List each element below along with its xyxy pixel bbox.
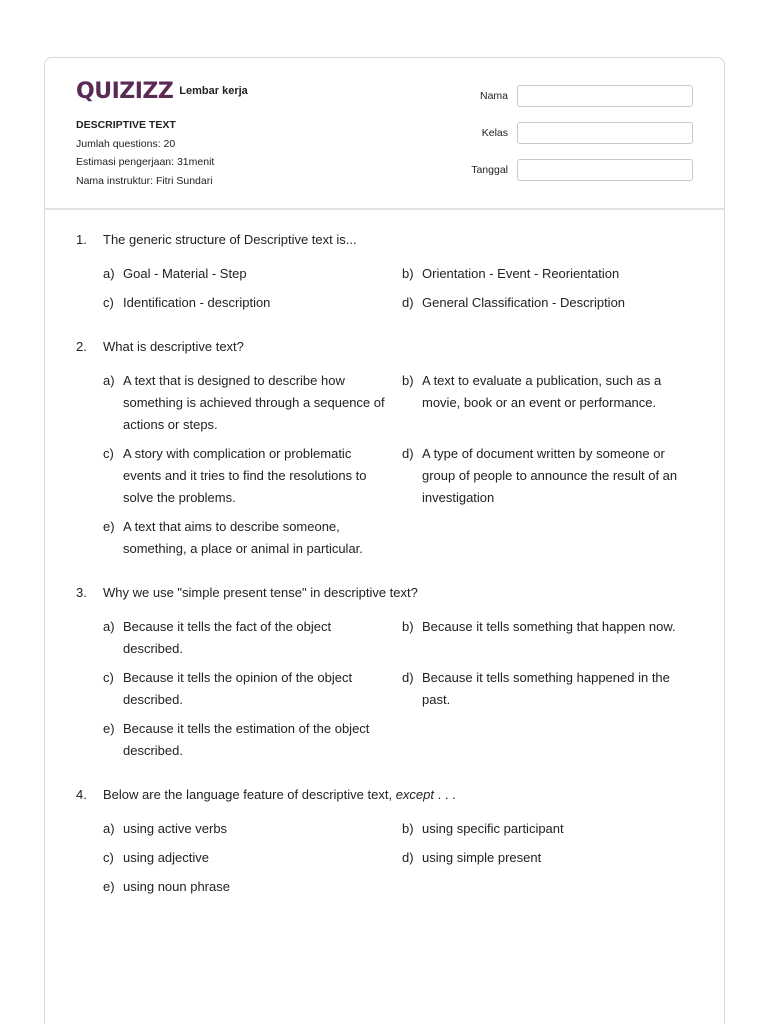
question-list — [76, 231, 706, 922]
question-number: 1. — [76, 232, 87, 247]
option-key: a) — [103, 619, 115, 634]
date-input[interactable] — [517, 159, 693, 181]
question-4 — [76, 786, 706, 898]
option-b[interactable] — [402, 263, 701, 285]
question-emphasis: except — [395, 787, 435, 802]
option-d[interactable] — [402, 667, 701, 711]
option-key: b) — [402, 266, 414, 281]
option-e[interactable] — [103, 876, 402, 898]
option-text: using active verbs — [123, 821, 228, 836]
option-c[interactable] — [103, 667, 402, 711]
sheet-label: Lembar kerja — [179, 85, 248, 97]
worksheet-info — [76, 116, 214, 190]
option-key: b) — [402, 619, 414, 634]
option-a[interactable] — [103, 818, 402, 840]
option-d[interactable] — [402, 847, 701, 869]
option-key: c) — [103, 295, 114, 310]
name-input[interactable] — [517, 85, 693, 107]
brand-logo-text: QUIZIZZ — [76, 79, 174, 104]
name-label: Nama — [479, 90, 508, 102]
quizizz-logo — [76, 81, 248, 103]
question-text: The generic structure of Descriptive text is... — [103, 232, 357, 247]
class-input[interactable] — [517, 122, 693, 144]
option-key: c) — [103, 850, 114, 865]
option-text: using noun phrase — [123, 879, 230, 894]
option-b[interactable] — [402, 818, 701, 840]
date-label: Tanggal — [471, 164, 508, 176]
option-key: e) — [103, 721, 115, 736]
question-number: 4. — [76, 787, 87, 802]
option-key: b) — [402, 821, 414, 836]
question-2 — [76, 338, 706, 560]
date-field-row — [471, 159, 693, 181]
option-text: Because it tells the fact of the object described. — [123, 619, 332, 656]
option-text: using adjective — [123, 850, 209, 865]
time-estimate: Estimasi pengerjaan: 31menit — [76, 156, 215, 168]
option-text: Goal - Material - Step — [123, 266, 247, 281]
worksheet — [44, 57, 725, 1024]
option-list — [103, 370, 706, 560]
question-count: Jumlah questions: 20 — [76, 137, 176, 150]
class-field-row — [482, 122, 693, 144]
option-d[interactable] — [402, 292, 701, 314]
worksheet-header — [45, 58, 724, 210]
class-label: Kelas — [481, 127, 508, 139]
option-key: b) — [402, 373, 414, 388]
option-b[interactable] — [402, 616, 701, 660]
option-text: A type of document written by someone or group of people to announce the result of an investigation — [422, 446, 678, 505]
option-text: A text that is designed to describe how something is achieved through a sequence of actions or steps. — [123, 373, 385, 432]
option-text: using specific participant — [422, 821, 564, 836]
option-b[interactable] — [402, 370, 701, 436]
option-text: Because it tells the opinion of the object described. — [123, 670, 353, 707]
option-c[interactable] — [103, 443, 402, 509]
option-key: d) — [402, 670, 414, 685]
option-c[interactable] — [103, 292, 402, 314]
option-text: Because it tells something happened in the past. — [422, 670, 670, 707]
option-list — [103, 818, 706, 898]
option-key: a) — [103, 266, 115, 281]
option-text: A text that aims to describe someone, something, a place or animal in particular. — [123, 519, 363, 556]
option-c[interactable] — [103, 847, 402, 869]
option-key: e) — [103, 879, 115, 894]
option-key: a) — [103, 373, 115, 388]
option-list — [103, 263, 706, 314]
option-a[interactable] — [103, 616, 402, 660]
question-suffix: . . . — [434, 787, 456, 802]
option-text: A story with complication or problematic events and it tries to find the resolutions to solve the problems. — [123, 446, 367, 505]
option-key: d) — [402, 295, 414, 310]
option-key: d) — [402, 850, 414, 865]
question-text — [103, 786, 456, 804]
option-e[interactable] — [103, 718, 402, 762]
option-key: c) — [103, 446, 114, 461]
option-text: A text to evaluate a publication, such as a movie, book or an event or performance. — [422, 373, 662, 410]
option-text: Because it tells the estimation of the object described. — [123, 721, 370, 758]
question-3 — [76, 584, 706, 762]
name-field-row — [480, 85, 693, 107]
option-e[interactable] — [103, 516, 402, 560]
option-key: e) — [103, 519, 115, 534]
question-text: What is descriptive text? — [103, 339, 244, 354]
option-key: a) — [103, 821, 115, 836]
question-number: 3. — [76, 585, 87, 600]
question-number: 2. — [76, 339, 87, 354]
option-text: Identification - description — [123, 295, 271, 310]
option-list — [103, 616, 706, 762]
option-text: using simple present — [422, 850, 542, 865]
question-text-main: Below are the language feature of descriptive text, — [103, 787, 393, 802]
option-a[interactable] — [103, 263, 402, 285]
option-text: Orientation - Event - Reorientation — [422, 266, 620, 281]
question-1 — [76, 231, 706, 314]
instructor-name: Nama instruktur: Fitri Sundari — [76, 174, 213, 187]
option-key: c) — [103, 670, 114, 685]
question-text: Why we use "simple present tense" in descriptive text? — [103, 585, 418, 600]
worksheet-title: DESCRIPTIVE TEXT — [76, 119, 176, 131]
option-d[interactable] — [402, 443, 701, 509]
option-text: Because it tells something that happen now. — [422, 619, 676, 634]
option-a[interactable] — [103, 370, 402, 436]
option-key: d) — [402, 446, 414, 461]
option-text: General Classification - Description — [422, 295, 626, 310]
